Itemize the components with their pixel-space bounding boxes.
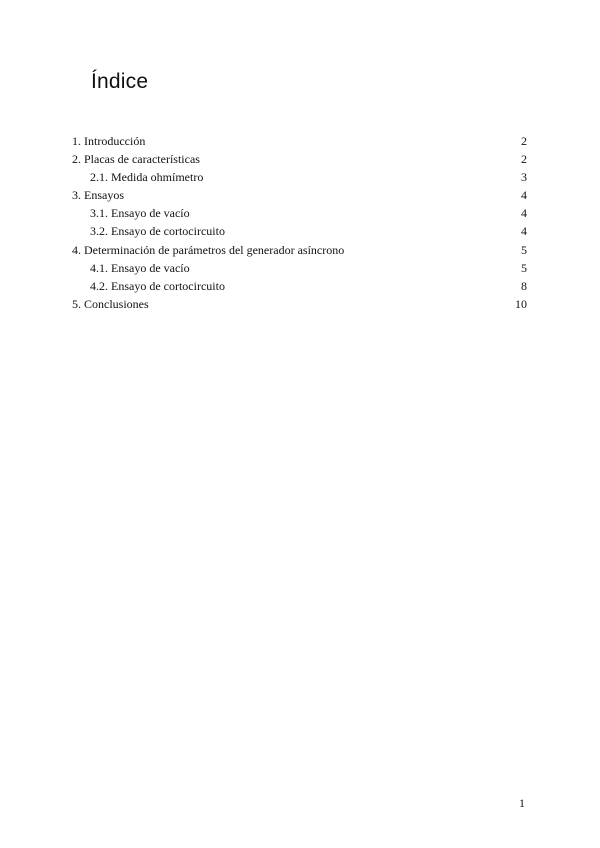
toc-entry[interactable] xyxy=(72,132,527,150)
toc-entry-label: 3.2. Ensayo de cortocircuito xyxy=(90,224,225,239)
toc-entry-label: 3.1. Ensayo de vacío xyxy=(90,206,190,221)
toc-entry-page: 2 xyxy=(521,134,527,148)
toc-subentry[interactable] xyxy=(72,259,527,277)
toc-entry-page: 5 xyxy=(521,260,527,275)
toc-subentry[interactable] xyxy=(72,204,527,222)
toc-entry-page: 4 xyxy=(521,188,527,203)
toc-entry-page: 5 xyxy=(521,242,527,257)
toc-entry-label: 4.1. Ensayo de vacío xyxy=(90,260,190,275)
toc-entry[interactable] xyxy=(72,241,527,259)
toc-entry-label: 3. Ensayos xyxy=(72,188,124,203)
toc-entry-label: 2. Placas de características xyxy=(72,152,200,167)
toc-entry[interactable] xyxy=(72,186,527,204)
toc-entry-page: 4 xyxy=(521,224,527,239)
page-title: Índice xyxy=(91,70,149,93)
page-number: 1 xyxy=(519,796,525,810)
toc-entry-label: 5. Conclusiones xyxy=(72,296,149,311)
toc-entry-page: 2 xyxy=(521,152,527,167)
toc-subentry[interactable] xyxy=(72,222,527,240)
toc-subentry[interactable] xyxy=(72,277,527,295)
toc-entry-page: 4 xyxy=(521,206,527,221)
toc-entry-label: 4.2. Ensayo de cortocircuito xyxy=(90,278,225,293)
toc-entry-label: 4. Determinación de parámetros del generador asíncrono xyxy=(72,242,345,257)
toc-entry-page: 10 xyxy=(515,296,527,311)
toc-subentry[interactable] xyxy=(72,168,527,186)
toc-entry[interactable] xyxy=(72,150,527,168)
toc-entry-label: 1. Introducción xyxy=(72,134,146,148)
table-of-contents xyxy=(72,132,527,313)
toc-entry-page: 8 xyxy=(521,278,527,293)
toc-entry[interactable] xyxy=(72,295,527,313)
toc-entry-label: 2.1. Medida ohmímetro xyxy=(90,170,204,185)
toc-entry-page: 3 xyxy=(521,170,527,185)
